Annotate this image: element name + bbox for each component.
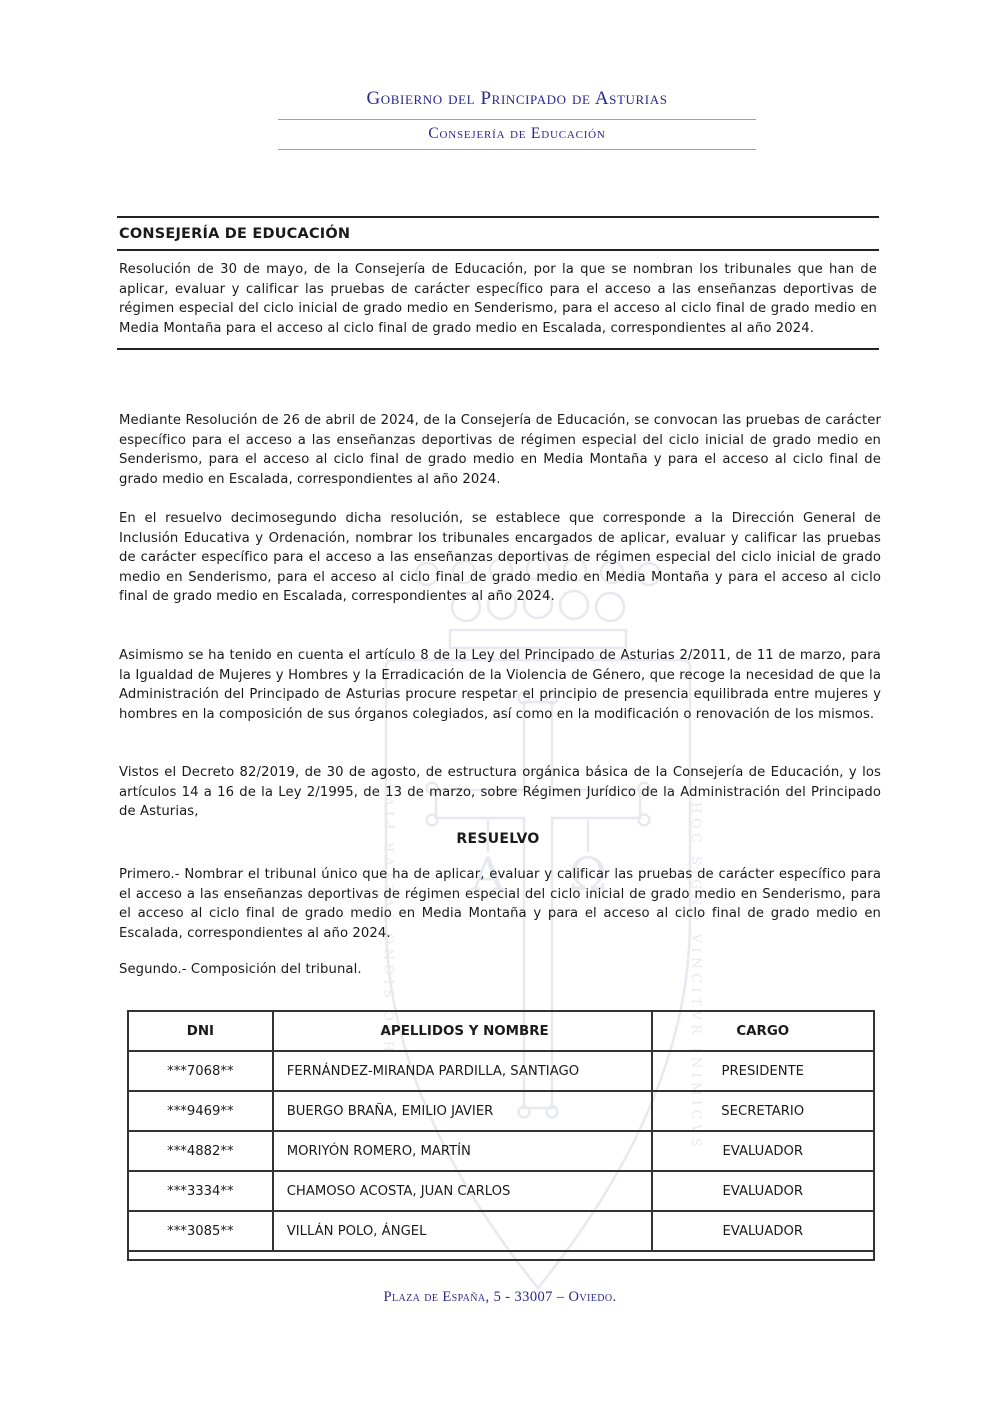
table-pagebreak-sliver bbox=[127, 1252, 875, 1261]
resolution-summary: Resolución de 30 de mayo, de la Consejería de Educación, por la que se nombran los tribunales que han de aplicar, evaluar y calificar las pruebas de carácter específico para el acceso a las enseñanzas deportivas de régimen especial del ciclo inicial de grado medio en Senderismo, para el acceso al ciclo final de grado medio en Media Montaña para el acceso al ciclo final de grado medio en Escalada, correspondientes al año 2024. bbox=[119, 262, 877, 336]
name-cell: FERNÁNDEZ-MIRANDA PARDILLA, SANTIAGO bbox=[273, 1051, 652, 1091]
table-row bbox=[128, 1171, 874, 1211]
table-header-row bbox=[128, 1011, 874, 1051]
resolution-header-box bbox=[117, 216, 879, 350]
dni-cell: ***3085** bbox=[128, 1211, 273, 1251]
name-cell: MORIYÓN ROMERO, MARTÍN bbox=[273, 1131, 652, 1171]
body-paragraph-2: En el resuelvo decimosegundo dicha resolución, se establece que corresponde a la Dirección General de Inclusión Educativa y Ordenación, nombrar los tribunales encargados de aplicar, evaluar y calificar las pruebas de carácter específico para el acceso a las enseñanzas deportivas de régimen especial del ciclo inicial de grado medio en Senderismo, para el acceso al ciclo final de grado medio en Media Montaña y para el acceso al ciclo final de grado medio en Escalada, correspondientes al año 2024. bbox=[119, 511, 881, 605]
table-row bbox=[128, 1211, 874, 1251]
tribunal-table-wrap bbox=[127, 1010, 875, 1261]
table-header-cargo: CARGO bbox=[652, 1011, 874, 1051]
table-header-name: APELLIDOS Y NOMBRE bbox=[273, 1011, 652, 1051]
table-row bbox=[128, 1131, 874, 1171]
table-row bbox=[128, 1051, 874, 1091]
watermark-alpha-glyph: Α bbox=[471, 847, 505, 901]
body-paragraph-3: Asimismo se ha tenido en cuenta el artículo 8 de la Ley del Principado de Asturias 2/2011, de 11 de marzo, para la Igualdad de Mujeres y Hombres y la Erradicación de la Violencia de Género, que recoge la necesidad de que la Administración del Principado de Asturias procure respetar el principio de presencia equilibrada entre mujeres y hombres en la composición de sus órganos colegiados, así como en la modificación o renovación de los mismos. bbox=[119, 648, 881, 722]
cargo-cell: PRESIDENTE bbox=[652, 1051, 874, 1091]
tribunal-table bbox=[127, 1010, 875, 1252]
footer-address: Plaza de España, 5 - 33007 – Oviedo. bbox=[383, 1289, 617, 1305]
body-paragraph-1: Mediante Resolución de 26 de abril de 2024, de la Consejería de Educación, se convocan las pruebas de carácter específico para el acceso a las enseñanzas deportivas de régimen especial del ciclo inicial de grado medio en Senderismo, para el acceso al ciclo final de grado medio en Media Montaña y para el acceso al ciclo final de grado medio en Escalada, correspondientes al año 2024. bbox=[119, 413, 881, 487]
body-paragraph-5: Primero.- Nombrar el tribunal único que ha de aplicar, evaluar y calificar las pruebas de carácter específico para el acceso a las enseñanzas deportivas de régimen especial del ciclo inicial de grado medio en Senderismo, para el acceso al ciclo final de grado medio en Media Montaña y para el acceso al ciclo final de grado medio en Escalada, correspondientes al año 2024. bbox=[119, 867, 881, 941]
letterhead-government-title: Gobierno del Principado de Asturias bbox=[366, 88, 668, 109]
cargo-cell: EVALUADOR bbox=[652, 1211, 874, 1251]
dni-cell: ***3334** bbox=[128, 1171, 273, 1211]
letterhead-department-title: Consejería de Educación bbox=[428, 125, 606, 142]
cargo-cell: EVALUADOR bbox=[652, 1171, 874, 1211]
cargo-cell: EVALUADOR bbox=[652, 1131, 874, 1171]
name-cell: BUERGO BRAÑA, EMILIO JAVIER bbox=[273, 1091, 652, 1131]
dni-cell: ***9469** bbox=[128, 1091, 273, 1131]
body-paragraph-4: Vistos el Decreto 82/2019, de 30 de agosto, de estructura orgánica básica de la Consejería de Educación, y los artículos 14 a 16 de la Ley 2/1995, de 13 de marzo, sobre Régimen Jurídico de la Administración del Principado de Asturias, bbox=[119, 765, 881, 820]
watermark-omega-glyph: Ω bbox=[568, 847, 608, 901]
watermark-motto-right: HOC SIGNO VINCITVR INIMICVS bbox=[688, 802, 703, 1152]
cargo-cell: SECRETARIO bbox=[652, 1091, 874, 1131]
table-header-dni: DNI bbox=[128, 1011, 273, 1051]
resolve-heading: RESUELVO bbox=[456, 831, 540, 847]
letterhead-rule-bottom bbox=[278, 149, 756, 150]
dni-cell: ***7068** bbox=[128, 1051, 273, 1091]
letterhead bbox=[278, 88, 756, 150]
name-cell: CHAMOSO ACOSTA, JUAN CARLOS bbox=[273, 1171, 652, 1211]
section-title: CONSEJERÍA DE EDUCACIÓN bbox=[117, 218, 879, 251]
body-paragraph-6: Segundo.- Composición del tribunal. bbox=[119, 962, 362, 977]
watermark-motto-left: HOC SIGNO TVETVR PIVS bbox=[383, 779, 398, 1052]
table-row bbox=[128, 1091, 874, 1131]
name-cell: VILLÁN POLO, ÁNGEL bbox=[273, 1211, 652, 1251]
dni-cell: ***4882** bbox=[128, 1131, 273, 1171]
